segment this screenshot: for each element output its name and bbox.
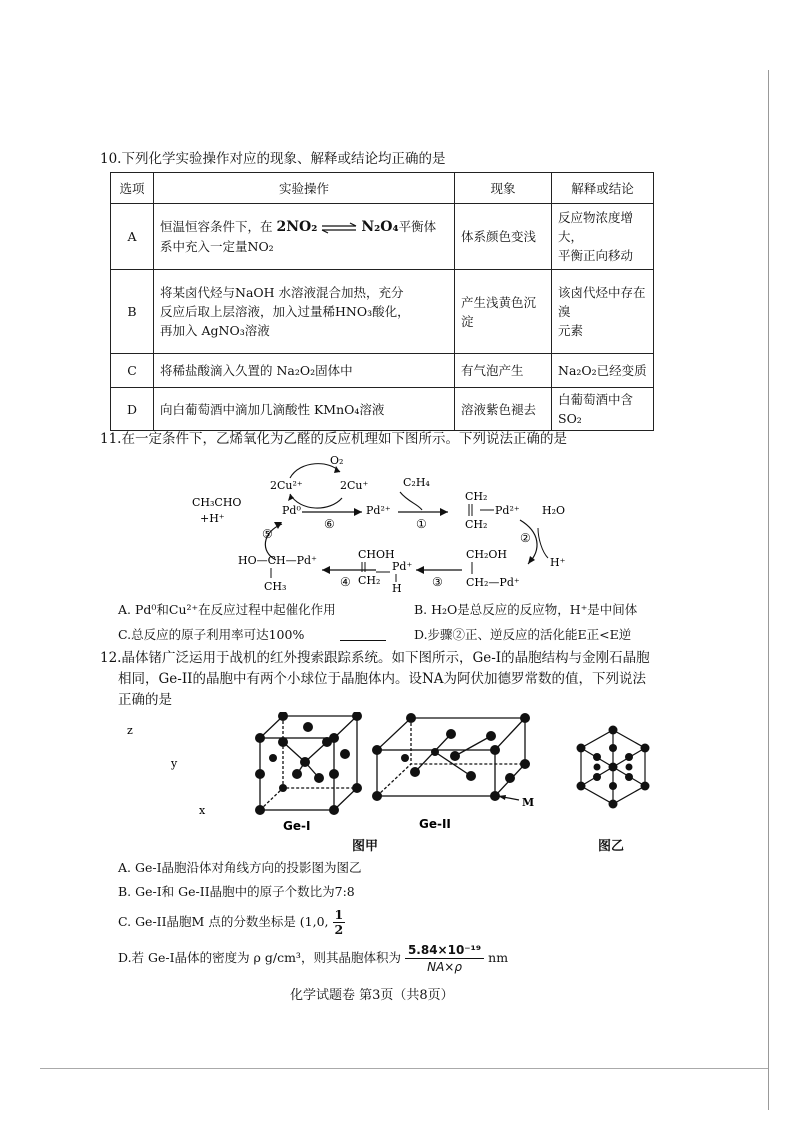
phen-text: 淀 [461,313,474,329]
row-operation: 将稀盐酸滴入久置的 Na₂O₂固体中 [154,354,455,388]
hplus-label: H⁺ [550,556,566,569]
table-row [111,388,654,431]
arrowhead-icon [334,466,340,473]
row-option: C [111,354,154,388]
cu2-label: 2Cu²⁺ [270,479,303,492]
header-operation: 实验操作 [154,173,455,204]
axis-z-label: z [127,724,133,737]
h-mid-label: H [392,582,402,594]
q11-option-b: B. H₂O是总反应的反应物，H⁺是中间体 [414,602,638,617]
ch2-top-label: CH₂ [465,490,488,503]
table-header-row [111,173,654,204]
row-operation [154,270,455,354]
figure-a-caption: 图甲 [352,839,379,854]
ch2-mid-label: CH₂ [358,574,381,587]
answer-blank-line [340,640,386,641]
fraction-numerator: 5.84×10⁻¹⁹ [405,942,484,959]
q12-option-a: A. Ge-I晶胞沿体对角线方向的投影图为图乙 [118,860,362,875]
concl-text: 元素 [558,323,584,338]
concl-text: 平衡正向移动 [558,248,634,263]
row-conclusion [552,270,654,354]
arrowhead-icon [322,566,330,574]
arrowhead-icon [416,566,424,574]
row-phenomenon: 溶液紫色褪去 [455,388,552,431]
arrowhead-icon [440,508,448,516]
row-option: A [111,204,154,270]
row-conclusion [552,204,654,270]
h2o-arrow [538,528,548,558]
q12-option-c [118,908,345,937]
ch2pd-label: CH₂—Pd⁺ [466,576,520,589]
q10-table [110,172,654,431]
eq-left: 2NO₂ [276,219,318,235]
step2-label: ② [520,531,531,545]
ch3-label: CH₃ [264,580,287,593]
o2-label: O₂ [330,454,344,467]
m-label: M [522,796,535,809]
step6-label: ⑥ [324,517,335,531]
c2h4-arrow [400,492,422,510]
row-operation: 向白葡萄酒中滴加几滴酸性 KMnO₄溶液 [154,388,455,431]
arrowhead-icon [354,508,362,516]
q11-option-c: C.总反应的原子利用率可达100% [118,627,305,642]
step5-label: ⑤ [262,527,273,541]
unit-label: nm [488,950,509,965]
pd-mid-label: Pd⁺ [392,560,413,573]
concl-text: 反应物浓度增大， [558,210,634,244]
q12-option-d [118,942,508,975]
ho-ch-pd-label: HO—CH—Pd⁺ [238,554,317,567]
fraction-numerator: 1 [334,907,344,922]
pd0-label: Pd⁰ [282,504,301,517]
equilibrium-arrow-icon [321,222,357,234]
h2o-label: H₂O [542,504,566,517]
fraction-denominator: NA×ρ [427,960,462,974]
row-phenomenon [455,270,552,354]
q11-option-d: D.步骤②正、逆反应的活化能E正<E逆 [414,627,632,642]
q10-stem: 10.下列化学实验操作对应的现象、解释或结论均正确的是 [100,151,446,167]
page-footer: 化学试题卷 第3页（共8页） [290,988,454,1003]
q12-stem-3: 正确的是 [118,692,172,708]
row-option: D [111,388,154,431]
header-option: 选项 [111,173,154,204]
op-text: 平衡体 [398,219,437,234]
q11-option-a: A. Pd⁰和Cu²⁺在反应过程中起催化作用 [118,602,336,617]
step4-label: ④ [340,575,351,589]
table-row [111,354,654,388]
arrowhead-icon [288,494,294,501]
row-phenomenon: 有气泡产生 [455,354,552,388]
ch2oh-label: CH₂OH [466,548,508,561]
pd2-r-label: Pd²⁺ [495,504,520,517]
phen-text: 产生浅黄色沉 [461,294,537,310]
fraction-half [333,908,346,937]
axis-x-label: x [199,804,206,817]
op-text: 再加入 AgNO₃溶液 [160,323,270,338]
header-phenomenon: 现象 [455,173,552,204]
page-edge [768,70,769,1110]
volume-fraction [405,942,484,975]
op-text: 恒温恒容条件下，在 [160,219,273,234]
choh-label: CHOH [358,548,395,561]
concl-text: 该卤代烃中存在溴 [558,285,646,319]
option-c-text: C. Ge-II晶胞M 点的分数坐标是 (1,0, [118,914,329,929]
mechanism-diagram [190,452,590,594]
op-text: 系中充入一定量NO₂ [160,239,274,254]
table-row [111,270,654,354]
table-row [111,204,654,270]
axis-y-label: y [171,757,178,770]
row-conclusion: Na₂O₂已经变质 [552,354,654,388]
figure-b-caption: 图乙 [598,839,625,854]
row-option: B [111,270,154,354]
cu1-label: 2Cu⁺ [340,479,369,492]
fraction-denominator: 2 [334,922,344,937]
step1-label: ① [416,517,427,531]
op-text: 反应后取上层溶液，加入过量稀HNO₃酸化， [160,304,410,319]
bottom-rule [40,1068,768,1069]
ge2-label: Ge-II [419,817,451,831]
row-operation [154,204,455,270]
step3-label: ③ [432,575,443,589]
row-phenomenon: 体系颜色变浅 [455,204,552,270]
q12-stem-2: 相同，Ge-II的晶胞中有两个小球位于晶胞体内。设NA为阿伏加德罗常数的值，下列说法 [118,671,647,687]
row-conclusion: 白葡萄酒中含 SO₂ [552,388,654,431]
ch3cho-label: CH₃CHO [192,496,242,509]
ge2-atoms [372,713,530,801]
q12-stem-1: 12.晶体锗广泛运用于战机的红外搜索跟踪系统。如下图所示，Ge-I的晶胞结构与金刚石晶胞 [100,650,650,666]
pd2-label: Pd²⁺ [366,504,391,517]
option-d-text: D.若 Ge-I晶体的密度为 ρ g/cm³，则其晶胞体积为 [118,950,401,965]
q11-stem: 11.在一定条件下，乙烯氧化为乙醛的反应机理如下图所示。下列说法正确的是 [100,431,567,447]
header-conclusion: 解释或结论 [552,173,654,204]
hplus-top-label: +H⁺ [200,512,225,525]
ge1-label: Ge-I [283,819,311,833]
op-text: 将某卤代烃与NaOH 水溶液混合加热，充分 [160,285,404,300]
q12-option-b: B. Ge-I和 Ge-II晶胞中的原子个数比为7:8 [118,884,355,899]
ch2-bot-label: CH₂ [465,518,488,531]
c2h4-label: C₂H₄ [403,476,430,489]
eq-right: N₂O₄ [361,219,399,235]
